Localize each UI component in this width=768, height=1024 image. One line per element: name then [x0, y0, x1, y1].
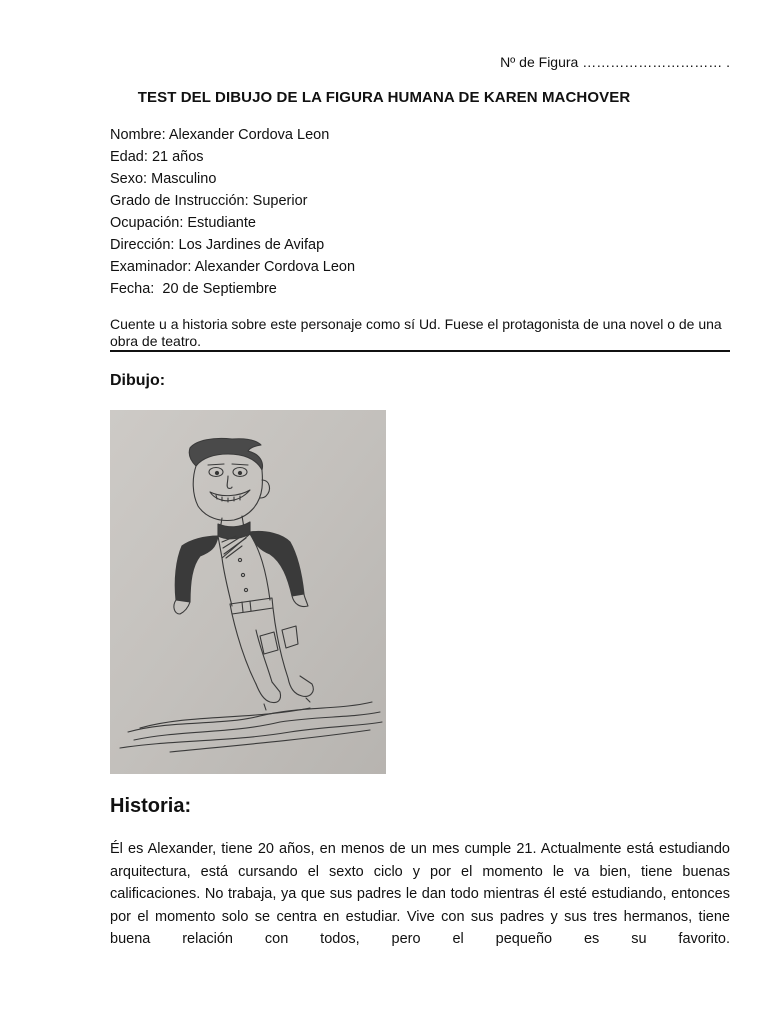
field-value: Superior	[252, 193, 308, 209]
field-edad	[110, 146, 355, 168]
field-value: Estudiante	[187, 215, 256, 231]
human-figure-drawing	[110, 410, 386, 774]
field-examinador	[110, 256, 355, 278]
field-direccion	[110, 234, 355, 256]
field-label: Edad:	[110, 149, 148, 165]
personal-data-section	[110, 124, 355, 300]
instructions-prompt: Cuente u a historia sobre este personaje como sí Ud. Fuese el protagonista de una novel o de una obra de teatro.	[110, 316, 722, 349]
dibujo-heading: Dibujo:	[110, 372, 166, 389]
field-value: Los Jardines de Avifap	[178, 237, 325, 253]
field-label: Nombre:	[110, 127, 166, 143]
field-label: Ocupación:	[110, 215, 184, 231]
field-label: Fecha:	[110, 281, 155, 297]
field-value: Alexander Cordova Leon	[168, 127, 330, 143]
field-nombre	[110, 124, 355, 146]
divider-line	[110, 350, 730, 352]
field-value: Masculino	[151, 171, 217, 187]
story-paragraph: Él es Alexander, tiene 20 años, en menos de un mes cumple 21. Actualmente está estudiando arquitectura, está cursando el sexto ciclo y por el momento le va bien, tiene buenas calificaciones. No trabaja, ya que sus padres le dan todo mientras él esté estudiando, entonces por el momento solo se centra en estudiar. Vive con sus padres y sus tres hermanos, tiene buena relación con todos, pero el pequeño es su favorito.	[110, 841, 730, 947]
field-grado-instruccion	[110, 190, 355, 212]
field-value: 20 de Septiembre	[158, 281, 277, 297]
field-fecha	[110, 278, 355, 300]
figure-number: Nº de Figura ………………………… .	[500, 54, 730, 70]
field-label: Examinador:	[110, 259, 192, 275]
field-sexo	[110, 168, 355, 190]
document-title: TEST DEL DIBUJO DE LA FIGURA HUMANA DE KAREN MACHOVER	[137, 89, 631, 106]
field-label: Grado de Instrucción:	[110, 193, 249, 209]
field-label: Dirección:	[110, 237, 175, 253]
field-label: Sexo:	[110, 171, 148, 187]
field-value: 21 años	[151, 149, 204, 165]
field-value: Alexander Cordova Leon	[194, 259, 356, 275]
field-ocupacion	[110, 212, 355, 234]
historia-heading: Historia:	[110, 795, 192, 817]
